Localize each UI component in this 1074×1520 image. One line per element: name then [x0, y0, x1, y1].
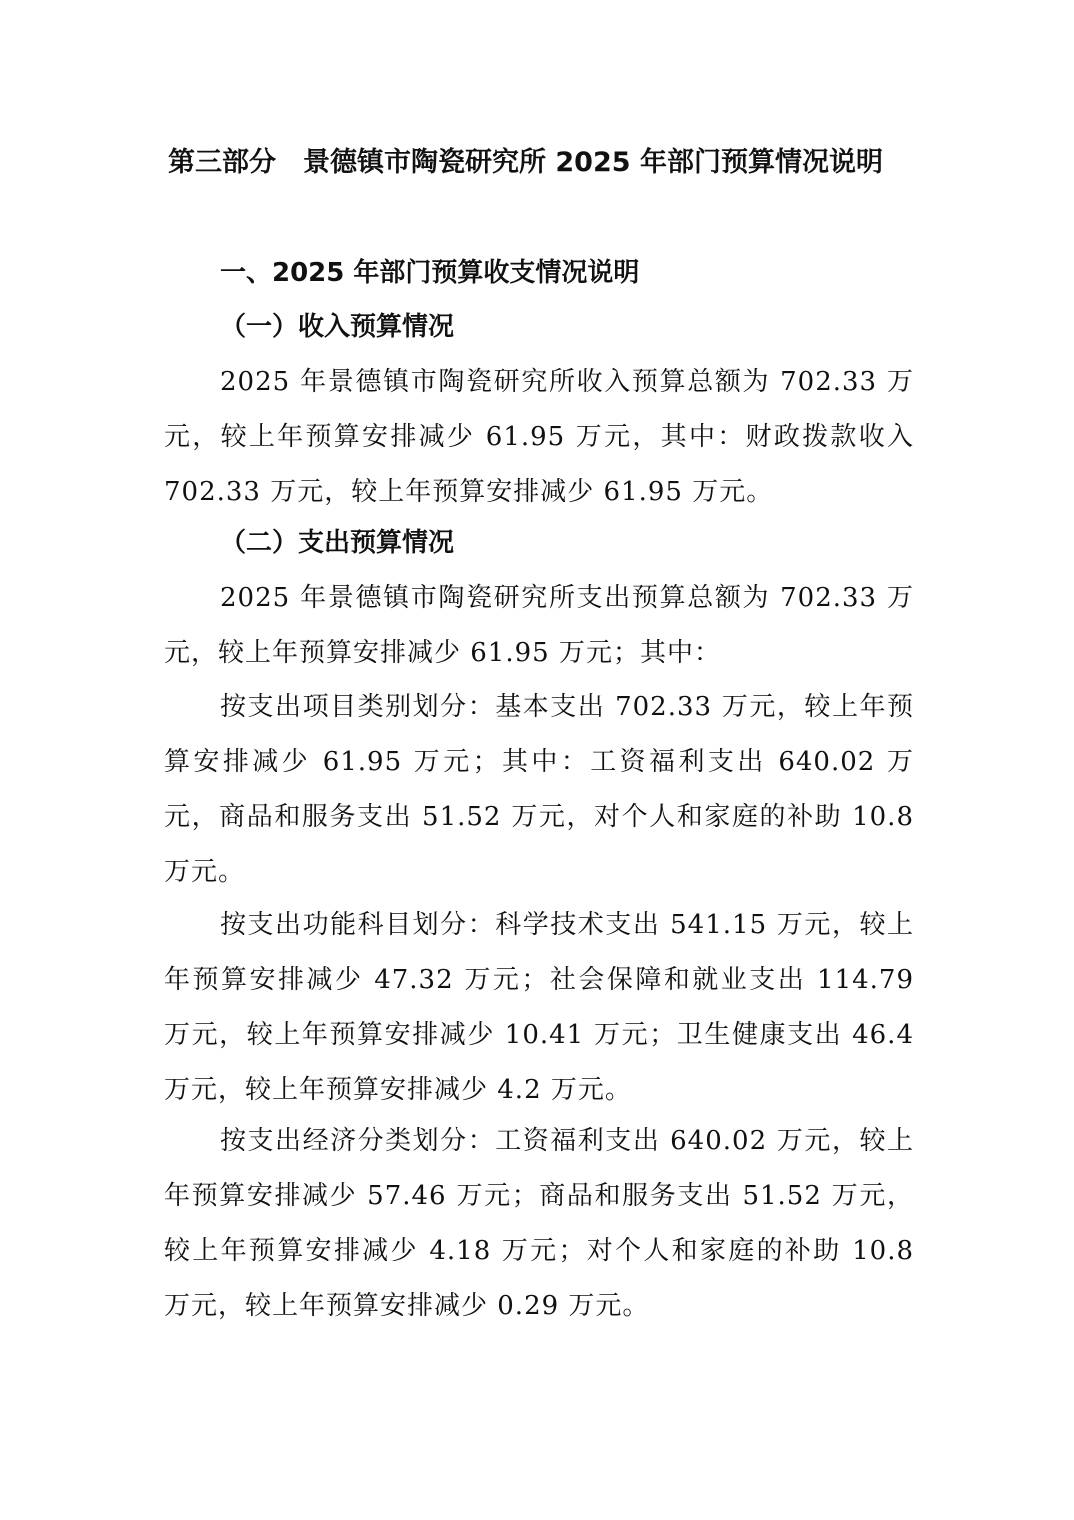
expense-paragraph: 2025 年景德镇市陶瓷研究所支出预算总额为 702.33 万元，较上年预算安排减少 61.95 万元；其中：: [164, 583, 914, 668]
section-heading-budget-overview: 一、2025 年部门预算收支情况说明: [220, 258, 640, 288]
document-title: 第三部分 景德镇市陶瓷研究所 2025 年部门预算情况说明: [168, 147, 883, 178]
subsection-heading-income: （一）收入预算情况: [220, 312, 455, 342]
subsection-heading-expense: （二）支出预算情况: [220, 528, 455, 558]
expense-by-function-paragraph: 按支出功能科目划分：科学技术支出 541.15 万元，较上年预算安排减少 47.32 万元；社会保障和就业支出 114.79 万元，较上年预算安排减少 10.41 万元；卫生健康支出 46.4 万元，较上年预算安排减少 4.2 万元。: [164, 910, 914, 1105]
income-paragraph: 2025 年景德镇市陶瓷研究所收入预算总额为 702.33 万元，较上年预算安排减少 61.95 万元，其中：财政拨款收入 702.33 万元，较上年预算安排减少 61.95 万元。: [164, 367, 914, 507]
expense-by-economic-paragraph: 按支出经济分类划分：工资福利支出 640.02 万元，较上年预算安排减少 57.46 万元；商品和服务支出 51.52 万元，较上年预算安排减少 4.18 万元；对个人和家庭的补助 10.8 万元，较上年预算安排减少 0.29 万元。: [164, 1126, 914, 1321]
expense-by-project-paragraph: 按支出项目类别划分：基本支出 702.33 万元，较上年预算安排减少 61.95 万元；其中：工资福利支出 640.02 万元，商品和服务支出 51.52 万元，对个人和家庭的补助 10.8 万元。: [164, 692, 914, 887]
